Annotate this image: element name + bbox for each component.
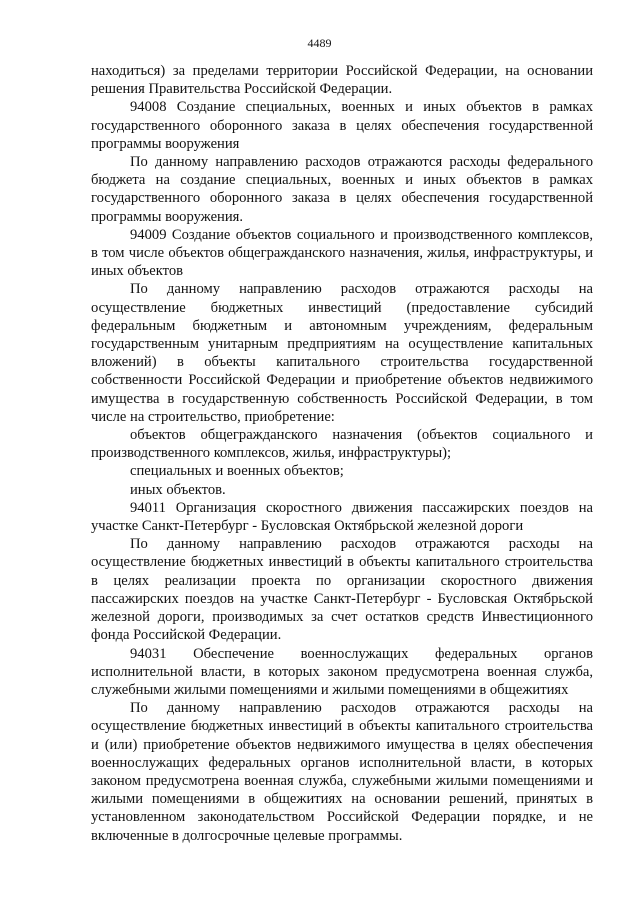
paragraph-continuation: находиться) за пределами территории Российской Федерации, на основании решения Правительства Российской Федерации.	[91, 63, 593, 98]
paragraph-description-94031: По данному направлению расходов отражаются расходы на осуществление бюджетных инвестиций в объекты капитального строительства и (или) приобретение объектов недвижимого имущества в целях обеспечения военнослужащих федеральных органов исполнительной власти, в которых законом предусмотрена военная служба, служебными жилыми помещениями и жилыми помещениями в общежитиях на основании решений, принятых в установленном законодательством Российской Федерации порядке, и не включенные в долгосрочные целевые программы.	[91, 700, 593, 844]
paragraph-description-94008: По данному направлению расходов отражаются расходы федерального бюджета на создание специальных, военных и иных объектов в рамках государственного оборонного заказа в целях обеспечения государственной программы вооружения.	[91, 154, 593, 225]
list-item-civil-objects: объектов общегражданского назначения (объектов социального и производственного комплексов, жилья, инфраструктуры);	[91, 427, 593, 462]
paragraph-description-94009: По данному направлению расходов отражаются расходы на осуществление бюджетных инвестиций (предоставление субсидий федеральным бюджетным и автономным учреждениям, федеральным государственным унитарным предприятиям на осуществление капитальных вложений) в объекты капитального строительства государственной собственности Российской Федерации и приобретение объектов недвижимого имущества в государственную собственность Российской Федерации, в том числе на строительство, приобретение:	[91, 281, 593, 425]
list-item-military-objects: специальных и военных объектов;	[130, 463, 344, 480]
paragraph-heading-94031: 94031 Обеспечение военнослужащих федеральных органов исполнительной власти, в которых законом предусмотрена военная служба, служебными жилыми помещениями и жилыми помещениями в общежитиях	[91, 645, 593, 698]
paragraph-description-94011: По данному направлению расходов отражаются расходы на осуществление бюджетных инвестиций в объекты капитального строительства в целях реализации проекта по организации скоростного движения пассажирских поездов на участке Санкт-Петербург - Бусловская Октябрьской железной дороги, производимых за счет остатков средств Инвестиционного фонда Российской Федерации.	[91, 536, 593, 644]
paragraph-heading-94011: 94011 Организация скоростного движения пассажирских поездов на участке Санкт-Петербург - Бусловская Октябрьской железной дороги	[91, 499, 593, 535]
list-item-other-objects: иных объектов.	[130, 481, 226, 498]
document-body	[91, 62, 593, 845]
paragraph-heading-94009: 94009 Создание объектов социального и производственного комплексов, в том числе объектов общегражданского назначения, жилья, инфраструктуры, и иных объектов	[91, 226, 593, 280]
paragraph-heading-94008: 94008 Создание специальных, военных и иных объектов в рамках государственного оборонного заказа в целях обеспечения государственной программы вооружения	[91, 99, 593, 152]
page-number: 4489	[307, 36, 332, 50]
